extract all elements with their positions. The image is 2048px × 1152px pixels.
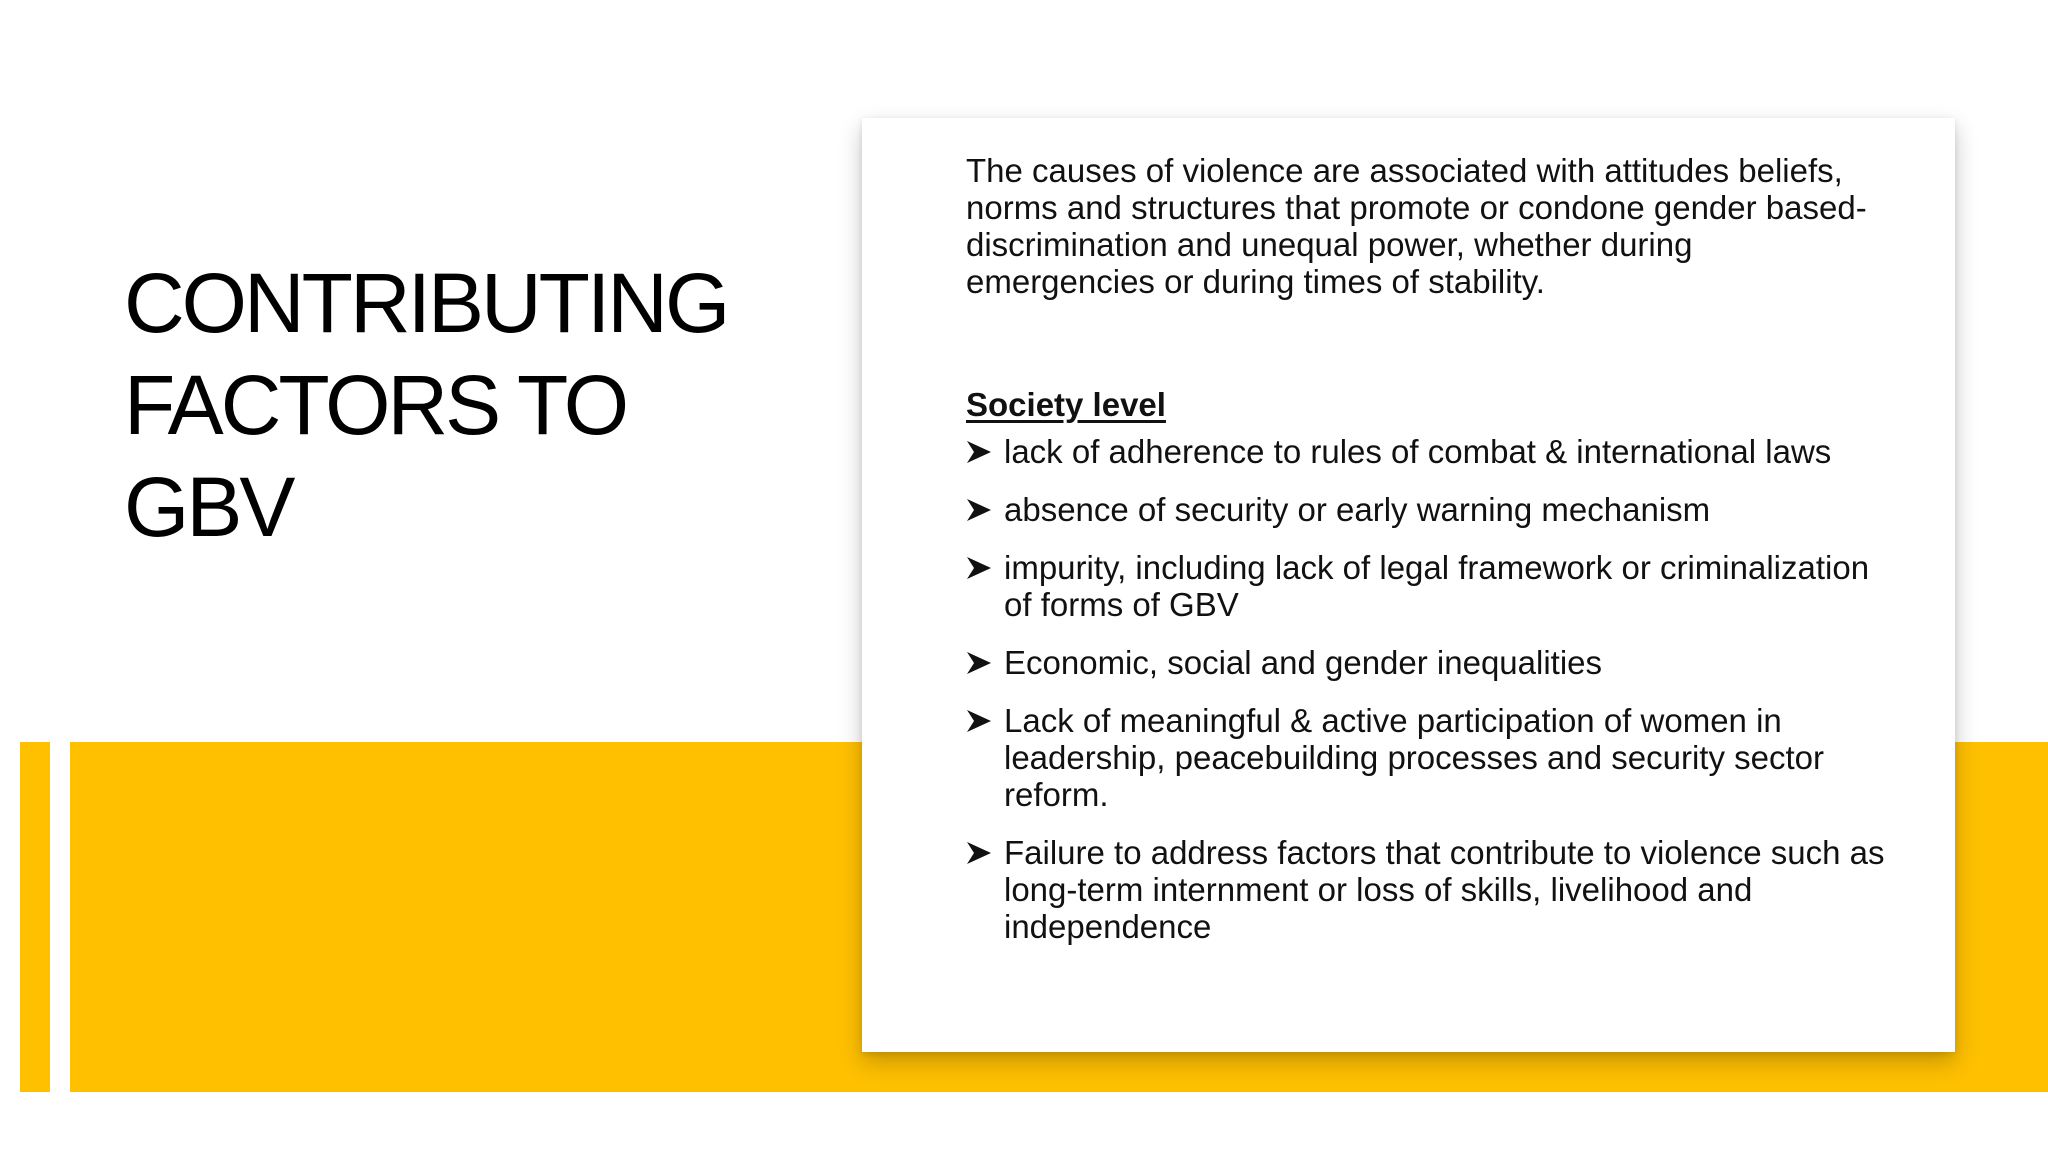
- list-item-text: Lack of meaningful & active participation of women in leadership, peacebuilding processes and security sector reform.: [1004, 702, 1824, 813]
- section-heading-society-level: Society level: [966, 386, 1166, 423]
- list-item-text: Failure to address factors that contribute to violence such as long-term internment or loss of skills, livelihood and independence: [1004, 834, 1885, 945]
- arrowhead-bullet-icon: [966, 433, 1004, 470]
- list-item-text: impurity, including lack of legal framework or criminalization of forms of GBV: [1004, 549, 1870, 623]
- list-item: [966, 834, 1886, 945]
- list-item-text: absence of security or early warning mechanism: [1004, 491, 1711, 528]
- list-item: [966, 491, 1886, 528]
- slide-title: CONTRIBUTING FACTORS TO GBV: [124, 256, 728, 554]
- list-item: [966, 549, 1886, 623]
- list-item: [966, 644, 1886, 681]
- list-item-text: Economic, social and gender inequalities: [1004, 644, 1603, 681]
- arrowhead-bullet-icon: [966, 834, 1004, 871]
- accent-bar-thin: [20, 742, 50, 1092]
- list-item-text: lack of adherence to rules of combat & international laws: [1004, 433, 1832, 470]
- arrowhead-bullet-icon: [966, 549, 1004, 586]
- content-card: [862, 118, 1955, 1052]
- arrowhead-bullet-icon: [966, 644, 1004, 681]
- intro-paragraph: The causes of violence are associated with attitudes beliefs, norms and structures that promote or condone gender based-discrimination and unequal power, whether during emergencies or during times of stability.: [966, 152, 1867, 300]
- arrowhead-bullet-icon: [966, 491, 1004, 528]
- factor-list: [966, 433, 1886, 945]
- card-content: [966, 152, 1886, 966]
- list-item: [966, 433, 1886, 470]
- list-item: [966, 702, 1886, 813]
- arrowhead-bullet-icon: [966, 702, 1004, 739]
